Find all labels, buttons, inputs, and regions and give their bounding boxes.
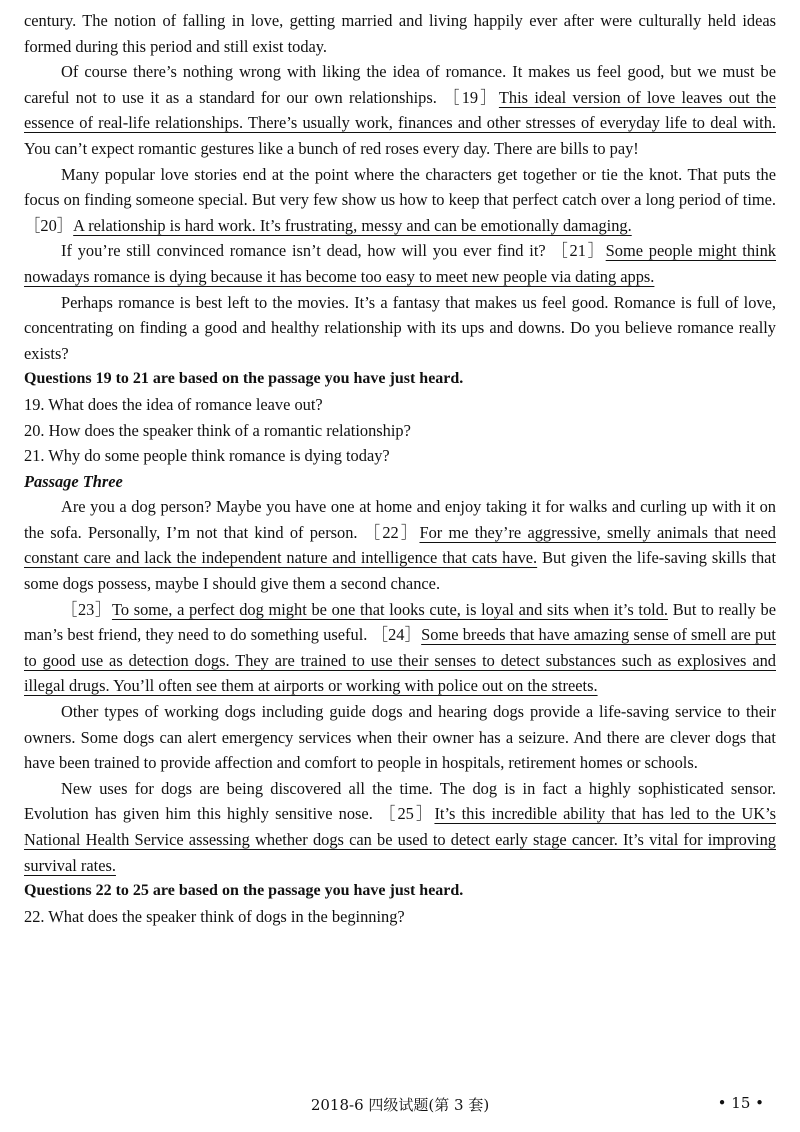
paragraph-new-uses [24,776,776,878]
paragraph-romance-dead [24,238,776,289]
question-19: 19. What does the idea of romance leave out? [24,394,323,414]
underlined-answer-text: Some people might think nowadays romance is dying because it has become too easy to meet new people via dating apps. [24,241,776,286]
paragraph-romance-movies [24,290,776,367]
underlined-answer-text: A relationship is hard work. It’s frustrating, messy and can be emotionally damaging. [73,215,632,235]
paragraph-romance-standard [24,59,776,161]
paragraph-text: Other types of working dogs including guide dogs and hearing dogs provide a life-saving service to their owners. Some dogs can alert emergency services when their owner has a seizure. And there are clever dogs that have been trained to provide affection and comfort to people in hospitals, retirement homes or schools. [24,702,776,773]
question-21: 21. Why do some people think romance is dying today? [24,446,390,466]
footer-exam-title: 2018-6 四级试题(第 3 套) [310,1096,490,1114]
page-footer [0,1094,800,1118]
paragraph-text: If you’re still convinced romance isn’t dead, how will you ever find it? ［21］ [61,241,606,261]
paragraph-dog-person [24,494,776,596]
section-title-passage-three: Passage Three [24,471,123,491]
paragraph-text: ［23］ [61,599,112,619]
underlined-answer-text: Some breeds that have amazing sense of smell are put to good use as detection dogs. They are trained to use their senses to detect substances such as explosives and illegal drugs. You’ll often see them at airports or working with police out on the streets. [24,625,776,696]
question-20: 20. How does the speaker think of a romantic relationship? [24,420,411,440]
underlined-answer-text: This ideal version of love leaves out the essence of real-life relationships. There’s usually work, finances and other stresses of everyday life to deal with. [24,87,776,133]
question-22: 22. What does the speaker think of dogs in the beginning? [24,906,405,926]
paragraph-text: New uses for dogs are being discovered all the time. The dog is in fact a highly sophisticated sensor. Evolution has given him this highly sensitive nose. ［25］ [24,778,776,824]
paragraph-text: You can’t expect romantic gestures like a bunch of red roses every day. There are bills to pay! [24,138,639,158]
underlined-answer-text: For me they’re aggressive, smelly animals that need constant care and lack the independent nature and intelligence that cats have. [24,522,776,568]
paragraph-text: Of course there’s nothing wrong with liking the idea of romance. It makes us feel good, but we must be careful not to use it as a standard for our own relationships. ［19］ [24,62,776,107]
paragraph-text: century. The notion of falling in love, getting married and living happily ever after were culturally held ideas formed during this period and still exist today. [24,11,776,56]
questions-heading-19-21: Questions 19 to 21 are based on the passage you have just heard. [24,370,464,388]
paragraph-perfect-dog [24,597,776,699]
paragraph-love-stories [24,162,776,239]
paragraph-text: Are you a dog person? Maybe you have one at home and enjoy taking it for walks and curling up with it on the sofa. Personally, I’m not that kind of person. ［22］ [24,497,776,542]
paragraph-text: Many popular love stories end at the point where the characters get together or tie the knot. That puts the focus on finding someone special. But very few show us how to keep that perfect catch over a long period of time. ［20］ [24,164,776,235]
paragraph-text: But to really be man’s best friend, they need to do something useful. ［24］ [24,599,776,645]
questions-heading-22-25: Questions 22 to 25 are based on the passage you have just heard. [24,882,464,900]
paragraph-romance-intro-end [24,8,776,59]
paragraph-working-dogs [24,699,776,776]
paragraph-text: Perhaps romance is best left to the movies. It’s a fantasy that makes us feel good. Romance is full of love, concentrating on finding a good and healthy relationship with its ups and downs. Do you believe romance really exists? [24,292,776,363]
page-content [24,8,776,929]
page-number: • 15 • [717,1094,764,1112]
underlined-answer-text: To some, a perfect dog might be one that looks cute, is loyal and sits when it’s told. [111,599,669,619]
underlined-answer-text: It’s this incredible ability that has led to the UK’s National Health Service assessing whether dogs can be used to detect early stage cancer. It’s vital for improving survival rates. [24,804,776,875]
paragraph-text: But given the life-saving skills that some dogs possess, maybe I should give them a second chance. [24,548,776,594]
